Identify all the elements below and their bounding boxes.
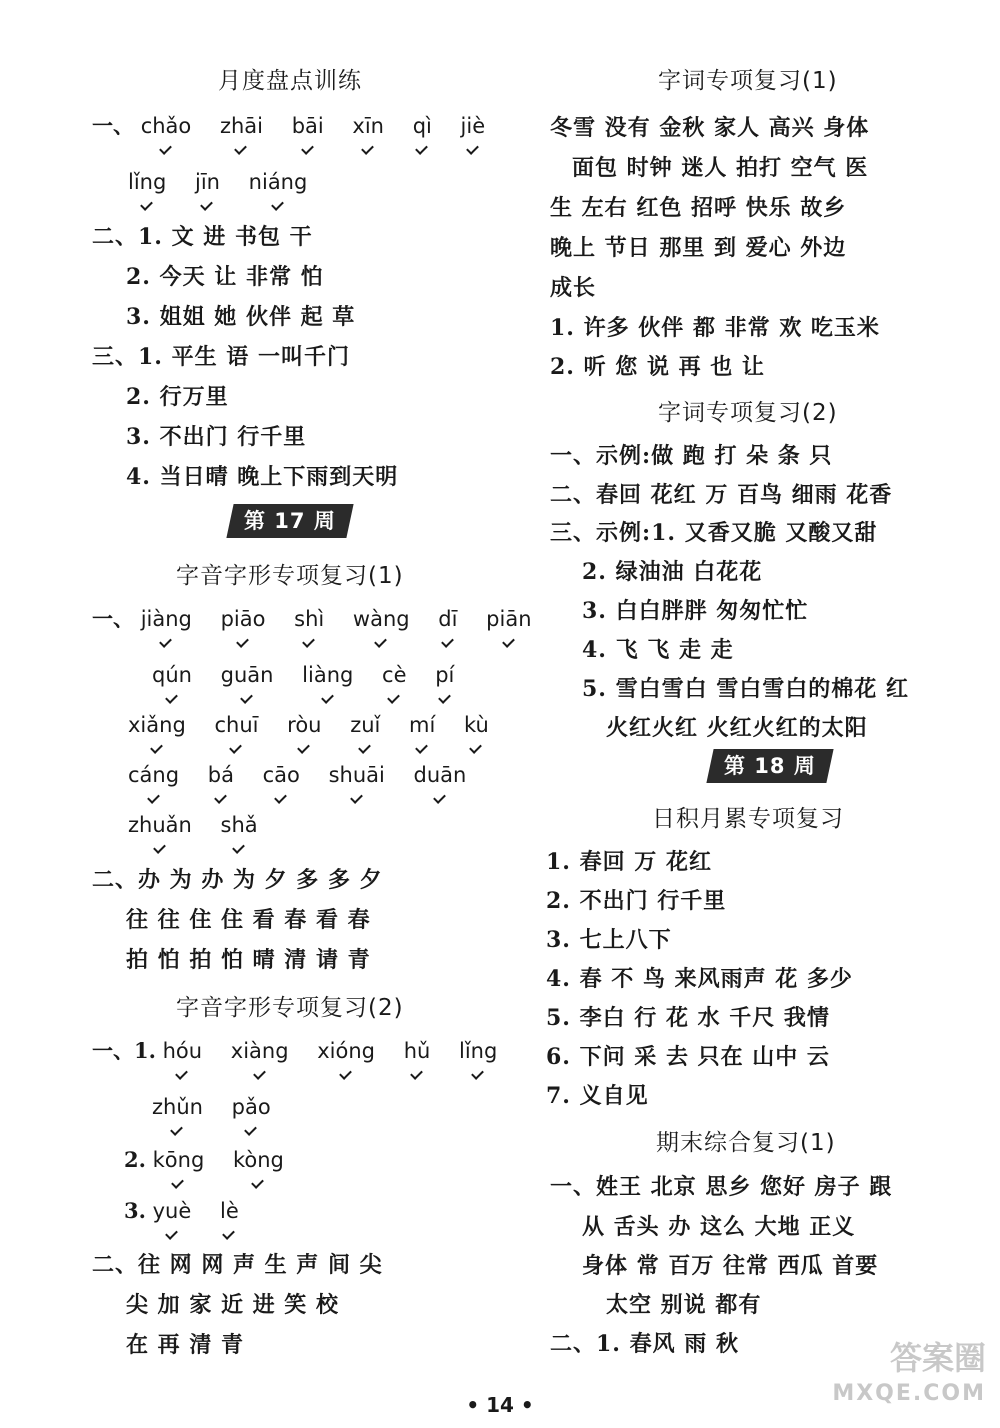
pinyin-syllable: qún (152, 663, 192, 687)
answer-line: 在 再 清 青 (126, 1332, 244, 1358)
answer-line: 往 往 住 住 看 春 看 春 (126, 907, 371, 933)
section-title-zc2: 字词专项复习(2) (658, 400, 838, 426)
answer-line: 三、示例:1. 又香又脆 又酸又甜 (550, 520, 878, 546)
section-title-monthly: 月度盘点训练 (218, 68, 362, 94)
answer-line: 一、姓王 北京 思乡 您好 房子 跟 (550, 1174, 893, 1200)
pinyin-syllable: zhāi (219, 114, 263, 138)
answer-line: 太空 别说 都有 (606, 1292, 762, 1318)
pinyin-syllable: pí (435, 663, 455, 687)
pinyin-syllable: zhǔn (152, 1095, 203, 1119)
pinyin-syllable: guān (220, 663, 274, 687)
pinyin-syllable: ròu (287, 713, 322, 737)
answer-line: 6. 下问 采 去 只在 山中 云 (546, 1044, 830, 1070)
pinyin-syllable: xiǎng (128, 713, 186, 737)
answer-line: 5. 雪白雪白 雪白雪白的棉花 红 (582, 676, 909, 702)
week-label: 第 17 周 (244, 509, 336, 533)
answer-line: 二、春回 花红 万 百鸟 细雨 花香 (550, 482, 893, 508)
answer-line: 1. 许多 伙伴 都 非常 欢 吃玉米 (550, 315, 880, 341)
pinyin-syllable: lè (219, 1199, 239, 1223)
answer-line: 4. 春 不 鸟 来风雨声 花 多少 (546, 966, 853, 992)
answer-line: 4. 当日晴 晚上下雨到天明 (126, 464, 399, 490)
pinyin-syllable: wàng (352, 607, 410, 631)
section-title-zy1: 字音字形专项复习(1) (176, 563, 404, 589)
answer-line: 二、1. 文 进 书包 干 (92, 224, 313, 250)
pinyin-syllable: hǔ (403, 1039, 431, 1063)
pinyin-row (128, 170, 329, 194)
pinyin-syllable: jiàng (140, 607, 192, 631)
pinyin-row (128, 713, 511, 737)
answer-line: 2. 听 您 说 再 也 让 (550, 354, 765, 380)
answer-line: 拍 怕 拍 怕 晴 清 请 青 (126, 947, 371, 973)
pinyin-syllable: xīn (352, 114, 384, 138)
pinyin-syllable: cáng (128, 763, 180, 787)
pinyin-syllable: xiàng (230, 1039, 289, 1063)
pinyin-syllable: kōng (152, 1148, 205, 1172)
pinyin-syllable: dī (438, 607, 458, 631)
section-title-rj: 日积月累专项复习 (652, 806, 844, 832)
week-banner (706, 749, 833, 783)
pinyin-syllable: shì (294, 607, 325, 631)
pinyin-syllable: kù (464, 713, 489, 737)
pinyin-syllable: shǎ (220, 813, 258, 837)
answer-line: 4. 飞 飞 走 走 (582, 637, 734, 663)
item-label: 3. (124, 1198, 146, 1223)
pinyin-syllable: bāi (291, 114, 324, 138)
pinyin-syllable: jīn (195, 170, 220, 194)
section-title-zc1: 字词专项复习(1) (658, 68, 838, 94)
answer-line: 身体 常 百万 往常 西瓜 首要 (582, 1253, 879, 1279)
pinyin-syllable: pǎo (231, 1095, 271, 1119)
pinyin-syllable: chuī (214, 713, 259, 737)
pinyin-row (92, 1035, 519, 1065)
pinyin-syllable: liàng (302, 663, 354, 687)
pinyin-syllable: duān (413, 763, 467, 787)
answer-line: 3. 不出门 行千里 (126, 424, 307, 450)
pinyin-syllable: piāo (220, 607, 266, 631)
item-label: 一、 (92, 113, 134, 138)
pinyin-syllable: xióng (317, 1039, 375, 1063)
answer-line: 面包 时钟 迷人 拍打 空气 医 (572, 155, 869, 181)
pinyin-syllable: yuè (152, 1199, 192, 1223)
pinyin-row (152, 663, 476, 687)
answer-line: 二、办 为 办 为 夕 多 多 夕 (92, 867, 383, 893)
section-title-qm: 期末综合复习(1) (656, 1130, 836, 1156)
pinyin-syllable: shuāi (328, 763, 385, 787)
answer-line: 二、往 网 网 声 生 声 间 尖 (92, 1252, 383, 1278)
pinyin-row (124, 1147, 306, 1172)
pinyin-syllable: chǎo (140, 114, 192, 138)
item-label: 一、1. (92, 1038, 156, 1063)
answer-line: 从 舌头 办 这么 大地 正义 (582, 1214, 856, 1240)
answer-line: 2. 行万里 (126, 384, 229, 410)
pinyin-syllable: lǐng (128, 170, 167, 194)
pinyin-syllable: cè (382, 663, 407, 687)
page-number: • 14 • (466, 1393, 534, 1417)
watermark-main: 答案圈 (889, 1339, 986, 1377)
pinyin-syllable: niáng (248, 170, 308, 194)
pinyin-row (152, 1095, 293, 1119)
answer-line: 7. 义自见 (546, 1083, 649, 1109)
watermark-sub: MXQE.COM (832, 1381, 986, 1406)
pinyin-syllable: cāo (262, 763, 300, 787)
answer-line: 3. 白白胖胖 匆匆忙忙 (582, 598, 809, 624)
answer-line: 生 左右 红色 招呼 快乐 故乡 (550, 195, 847, 221)
answer-line: 尖 加 家 近 进 笑 校 (126, 1292, 339, 1318)
answer-line: 二、1. 春风 雨 秋 (550, 1331, 739, 1357)
pinyin-syllable: qì (412, 114, 432, 138)
answer-line: 一、示例:做 跑 打 朵 条 只 (550, 443, 833, 469)
answer-line: 2. 今天 让 非常 怕 (126, 264, 324, 290)
pinyin-row (124, 1198, 261, 1223)
pinyin-syllable: lǐng (459, 1039, 498, 1063)
pinyin-syllable: jiè (460, 114, 486, 138)
item-label: 一、 (92, 606, 134, 631)
pinyin-syllable: piān (486, 607, 532, 631)
week-banner (226, 504, 353, 538)
answer-line: 5. 李白 行 花 水 千尺 我情 (546, 1005, 830, 1031)
answer-line: 3. 姐姐 她 伙伴 起 草 (126, 304, 356, 330)
item-label: 2. (124, 1147, 146, 1172)
answer-line: 1. 春回 万 花红 (546, 849, 712, 875)
pinyin-row (92, 110, 507, 140)
pinyin-syllable: hóu (162, 1039, 203, 1063)
answer-line: 三、1. 平生 语 一叫千门 (92, 344, 350, 370)
pinyin-syllable: kòng (232, 1148, 284, 1172)
pinyin-row (92, 603, 554, 633)
pinyin-syllable: mí (409, 713, 436, 737)
week-label: 第 18 周 (724, 754, 816, 778)
answer-line: 2. 绿油油 白花花 (582, 559, 763, 585)
answer-line: 晚上 节日 那里 到 爱心 外边 (550, 235, 847, 261)
watermark (832, 1340, 986, 1412)
answer-line: 2. 不出门 行千里 (546, 888, 727, 914)
answer-line: 冬雪 没有 金秋 家人 高兴 身体 (550, 115, 870, 141)
pinyin-row (128, 813, 280, 837)
pinyin-syllable: zhuǎn (128, 813, 192, 837)
answer-line: 火红火红 火红火红的太阳 (606, 715, 868, 741)
answer-line: 成长 (550, 275, 597, 301)
pinyin-row (128, 763, 488, 787)
section-title-zy2: 字音字形专项复习(2) (176, 995, 404, 1021)
pinyin-syllable: bá (207, 763, 234, 787)
answer-line: 3. 七上八下 (546, 927, 672, 953)
pinyin-syllable: zuǐ (350, 713, 381, 737)
